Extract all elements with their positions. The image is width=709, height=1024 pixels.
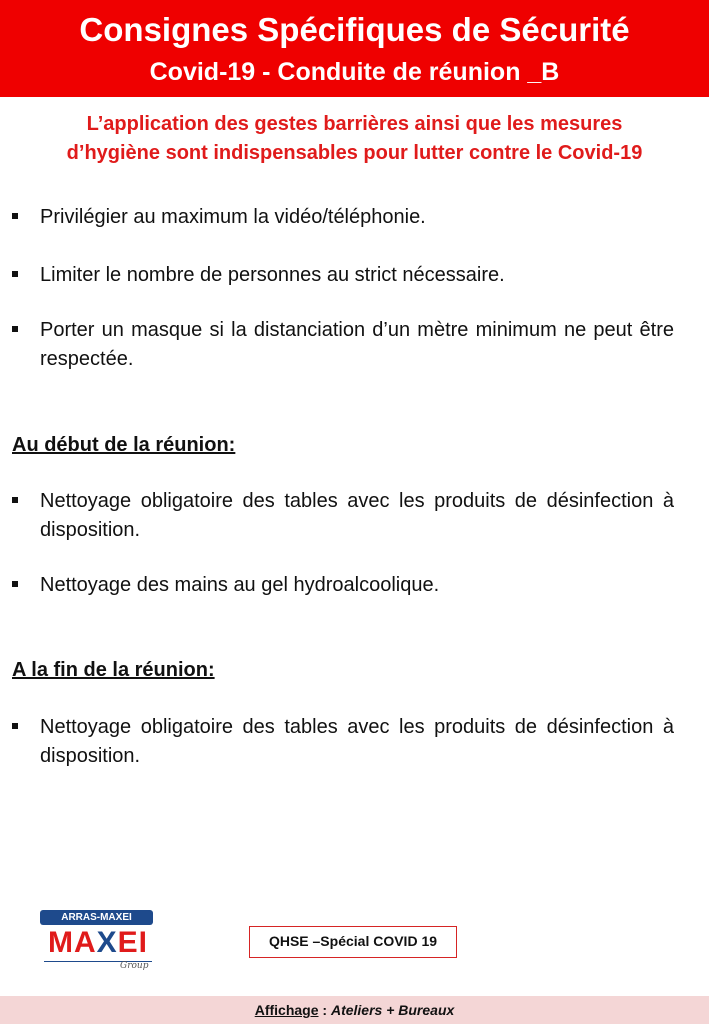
page-subtitle: Covid-19 - Conduite de réunion _B (149, 58, 560, 86)
arras-maxei-logo (40, 910, 155, 970)
footer-value: Ateliers + Bureaux (330, 1002, 455, 1018)
page-header (0, 0, 709, 97)
list-item-text: Limiter le nombre de personnes au strict nécessaire. (40, 264, 505, 286)
qhse-badge: QHSE –Spécial COVID 19 (249, 926, 457, 958)
intro-line-1: L’application des gestes barrières ainsi que les mesures (86, 113, 623, 135)
section-heading-end: A la fin de la réunion: (12, 659, 215, 681)
logo-banner: ARRAS-MAXEI (40, 910, 153, 925)
list-item-text: Nettoyage des mains au gel hydroalcoolique. (40, 574, 440, 596)
logo-wordmark: MAXEI (48, 926, 149, 959)
list-item-text: Privilégier au maximum la vidéo/téléphonie. (40, 206, 426, 228)
bullet-square-icon (12, 581, 18, 587)
intro-line-2: d’hygiène sont indispensables pour lutter contre le Covid-19 (66, 142, 643, 164)
bullet-square-icon (12, 326, 18, 332)
list-item (12, 713, 674, 771)
list-item-text: Nettoyage obligatoire des tables avec les produits de désinfection à disposition. (40, 716, 674, 767)
list-item (12, 203, 674, 232)
bullet-square-icon (12, 213, 18, 219)
footer-bar (0, 996, 709, 1024)
list-item (12, 261, 674, 290)
intro-warning (0, 110, 709, 168)
bullet-square-icon (12, 271, 18, 277)
footer-label: Affichage (254, 1002, 319, 1018)
bullet-square-icon (12, 497, 18, 503)
list-item (12, 487, 674, 545)
list-item-text: Porter un masque si la distanciation d’un mètre minimum ne peut être respectée. (40, 319, 674, 370)
list-item (12, 316, 674, 374)
logo-group-text: Group (120, 961, 149, 971)
bullet-square-icon (12, 723, 18, 729)
page-title: Consignes Spécifiques de Sécurité (79, 11, 630, 48)
list-item (12, 571, 674, 600)
section-heading-start: Au début de la réunion: (12, 434, 236, 456)
footer-separator: : (318, 1002, 331, 1018)
list-item-text: Nettoyage obligatoire des tables avec les produits de désinfection à disposition. (40, 490, 674, 541)
